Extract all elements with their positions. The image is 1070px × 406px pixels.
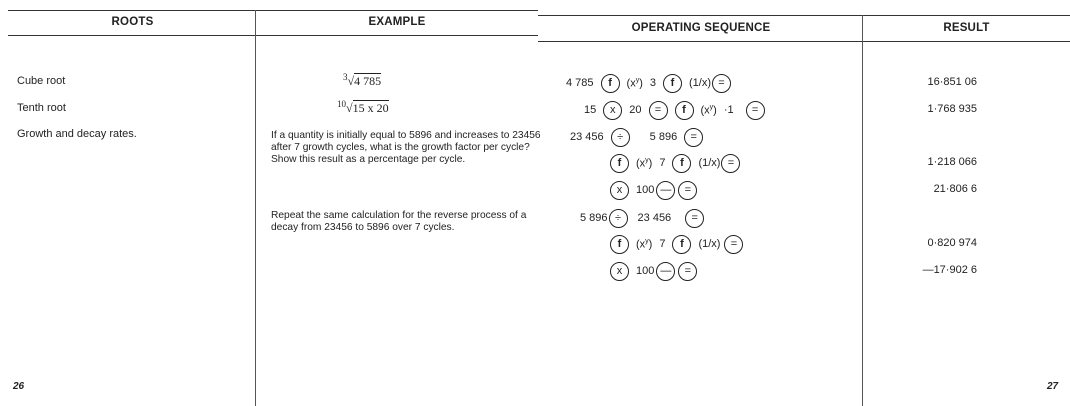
f-key: f (675, 101, 694, 120)
seq-number: 23 456 (637, 212, 672, 224)
result-cube-root: 16·851 06 (927, 76, 977, 88)
equals-key: = (649, 101, 668, 120)
row-label-cube-root: Cube root (17, 75, 66, 87)
seq-number: 5 896 (580, 212, 608, 224)
growth-example-text: If a quantity is initially equal to 5896 and increases to 23456 after 7 growth cycles, what is the growth factor per cycle? Show this result as a percentage per cycle. (271, 130, 541, 165)
result-decay-percent: —17·902 6 (922, 264, 977, 276)
f-key: f (610, 154, 629, 173)
minus-key: — (656, 181, 675, 200)
sequence-tenth-root (584, 99, 772, 121)
result-growth-percent: 21·806 6 (933, 183, 977, 195)
header-roots: ROOTS (111, 16, 154, 28)
reciprocal-key: (1/x) (698, 157, 721, 169)
sequence-growth-root (610, 152, 747, 174)
power-key: $(x^y)$ (636, 156, 653, 170)
header-result: RESULT (943, 22, 990, 34)
column-divider-roots-example (255, 10, 256, 406)
seq-number: 5 896 (649, 131, 678, 143)
row-label-growth-decay: Growth and decay rates. (17, 128, 137, 140)
decay-example-text: Repeat the same calculation for the reverse process of a decay from 23456 to 5896 over 7 cycles. (271, 210, 527, 233)
equals-key: = (678, 262, 697, 281)
seq-number: 4 785 (566, 77, 594, 89)
top-rule-left (8, 10, 538, 11)
seq-number: 15 (584, 104, 597, 116)
power-key: $(x^y)$ (700, 103, 717, 117)
equals-key: = (724, 235, 743, 254)
equals-key: = (746, 101, 765, 120)
seq-number: 3 (649, 77, 656, 89)
top-rule-right (538, 15, 1070, 16)
seq-number: 100 (636, 265, 655, 277)
radical-sign: √ (347, 74, 355, 88)
sequence-growth-percent (610, 179, 704, 201)
cube-root-radicand: 4 785 (354, 74, 382, 88)
equals-key: = (685, 209, 704, 228)
f-key: f (672, 235, 691, 254)
sequence-decay-percent (610, 260, 704, 282)
header-rule-right (538, 41, 1070, 42)
header-rule-left (8, 35, 538, 36)
power-key: $(x^y)$ (626, 76, 643, 90)
seq-number: 100 (636, 184, 655, 196)
row-label-tenth-root: Tenth root (17, 102, 66, 114)
tenth-root-index: 10 (337, 99, 346, 109)
multiply-key: x (610, 262, 629, 281)
seq-number: 7 (659, 238, 666, 250)
cube-root-index: 3 (343, 72, 348, 82)
seq-number: ·1 (723, 104, 734, 116)
result-tenth-root: 1·768 935 (927, 103, 977, 115)
power-key: $(x^y)$ (636, 237, 653, 251)
cube-root-example (343, 72, 381, 89)
seq-number: 7 (659, 157, 666, 169)
f-key: f (672, 154, 691, 173)
page-number-right: 27 (1047, 381, 1059, 392)
f-key: f (601, 74, 620, 93)
f-key: f (663, 74, 682, 93)
divide-key: ÷ (609, 209, 628, 228)
page-number-left: 26 (13, 381, 25, 392)
tenth-root-radicand: 15 x 20 (352, 101, 389, 115)
equals-key: = (721, 154, 740, 173)
reciprocal-key: (1/x) (689, 77, 711, 89)
minus-key: — (656, 262, 675, 281)
equals-key: = (712, 74, 731, 93)
seq-number: 23 456 (570, 131, 604, 143)
sequence-cube-root (566, 72, 738, 94)
sequence-decay-root (610, 233, 750, 255)
equals-key: = (684, 128, 703, 147)
result-growth-factor: 1·218 066 (927, 156, 977, 168)
multiply-key: x (610, 181, 629, 200)
radical-sign: √ (346, 101, 353, 115)
reciprocal-key: (1/x) (698, 238, 721, 250)
result-decay-factor: 0·820 974 (927, 237, 977, 249)
tenth-root-example (337, 99, 389, 116)
seq-number: 20 (629, 104, 642, 116)
header-example: EXAMPLE (368, 16, 426, 28)
column-divider-sequence-result (862, 15, 863, 406)
f-key: f (610, 235, 629, 254)
multiply-key: x (603, 101, 622, 120)
divide-key: ÷ (611, 128, 630, 147)
sequence-decay-divide (580, 207, 711, 229)
equals-key: = (678, 181, 697, 200)
header-operating-sequence: OPERATING SEQUENCE (631, 22, 771, 34)
sequence-growth-divide (570, 126, 710, 148)
